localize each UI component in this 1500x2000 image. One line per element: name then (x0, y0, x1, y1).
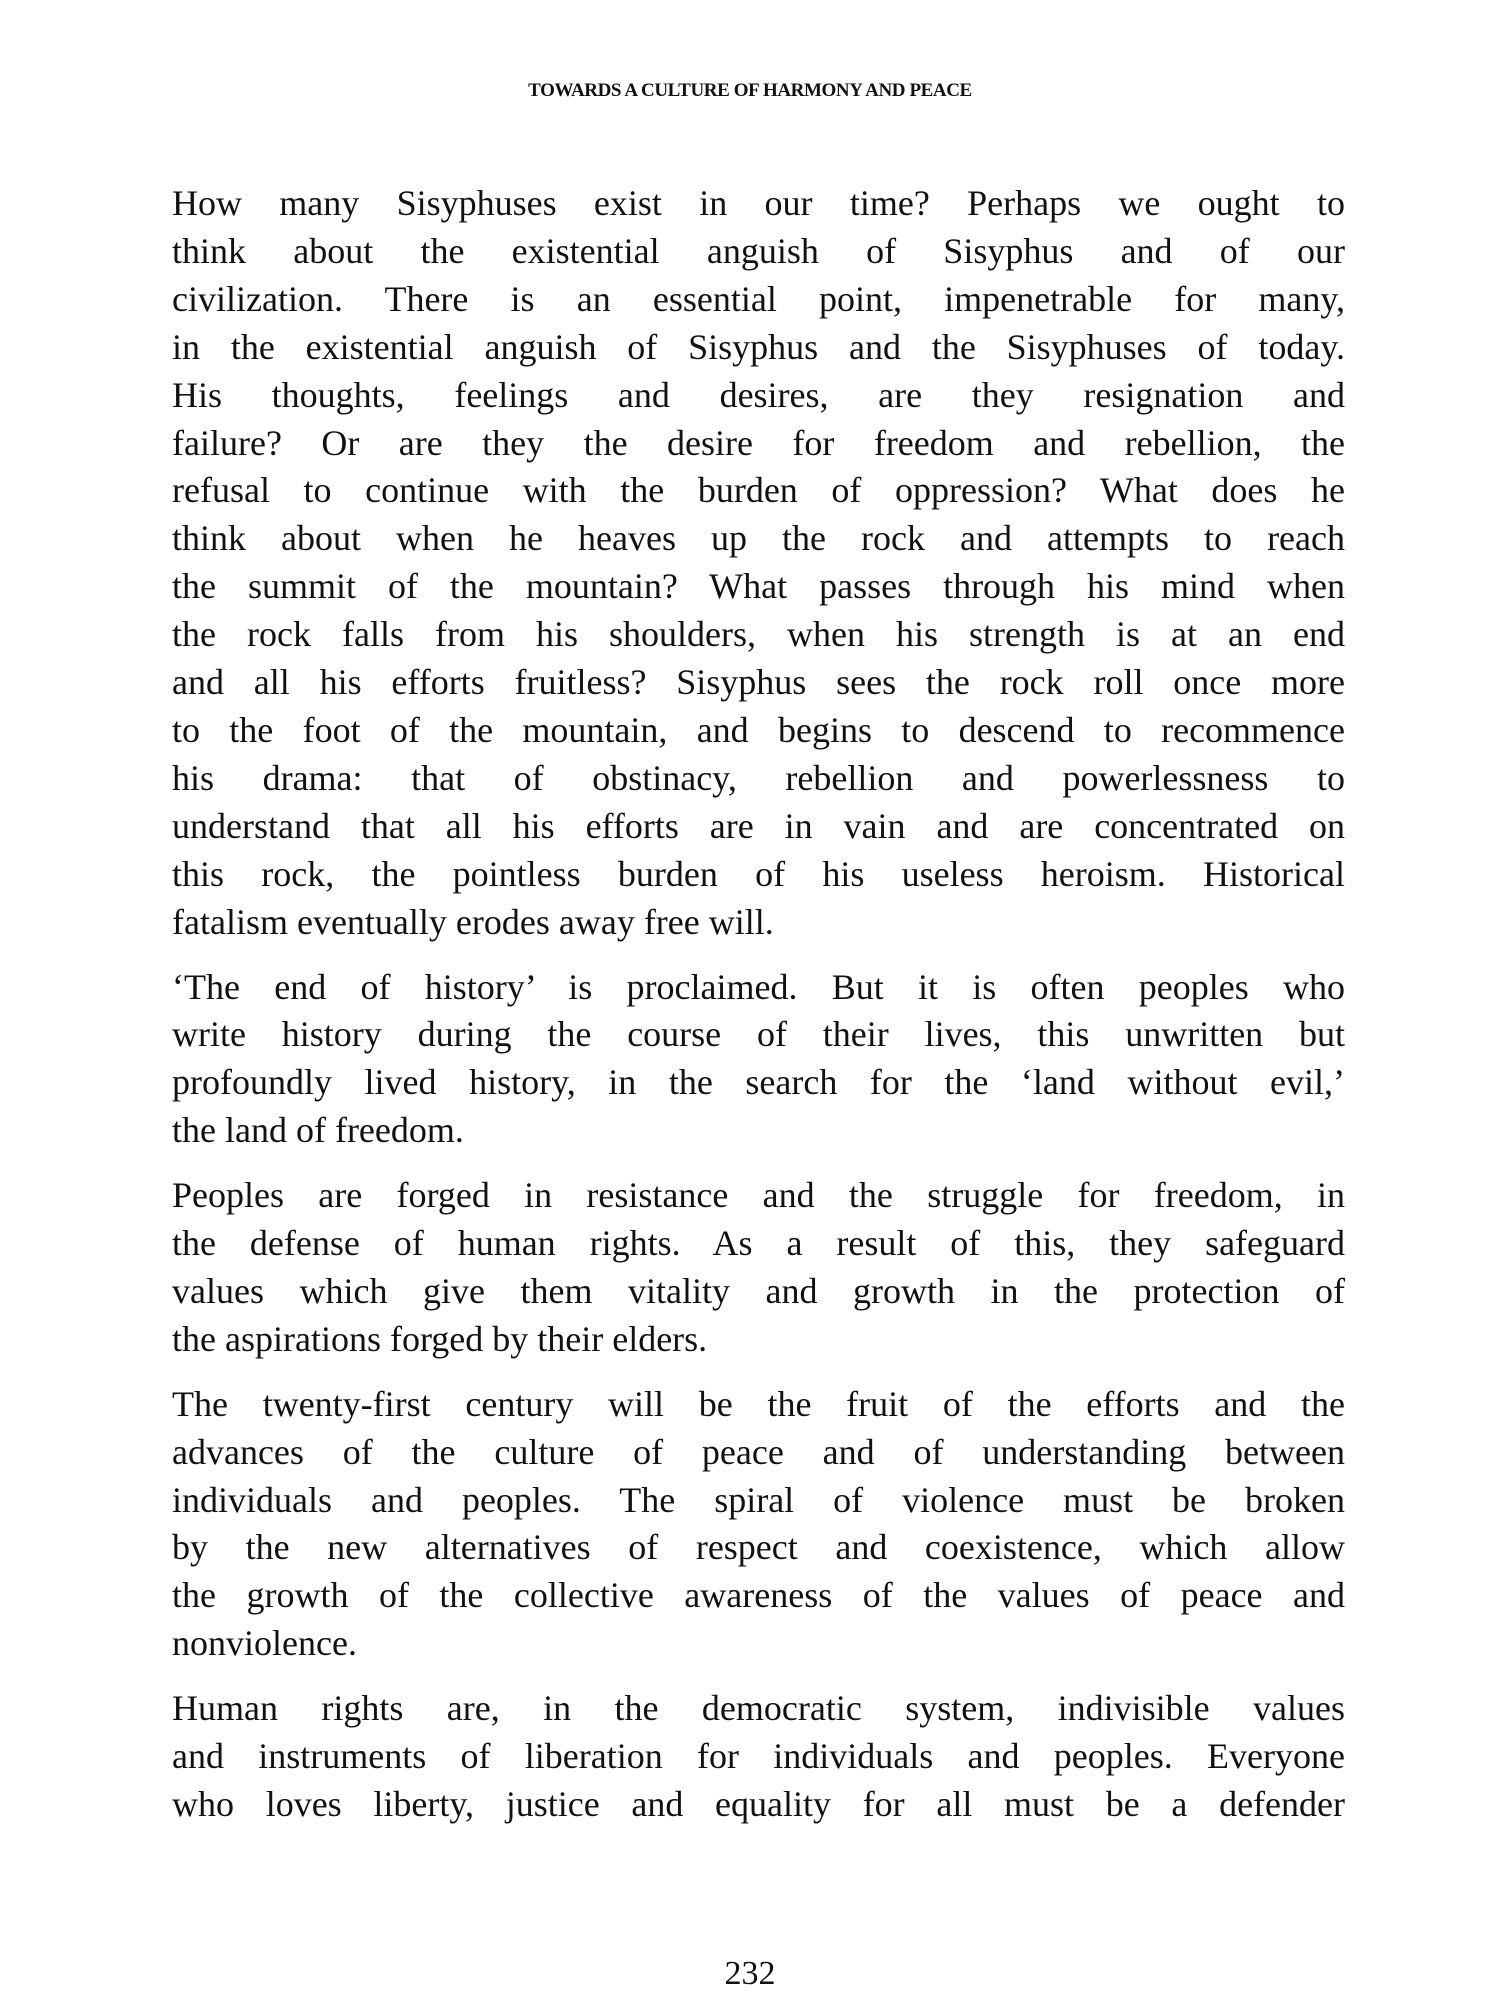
text-line: the defense of human rights. As a result of this, they safeguard (172, 1223, 1345, 1264)
running-header: TOWARDS A CULTURE OF HARMONY AND PEACE (528, 80, 972, 101)
text-line: write history during the course of their lives, this unwritten but (172, 1014, 1345, 1055)
text-line: ‘The end of history’ is proclaimed. But it is often peoples who (172, 966, 1345, 1007)
text-line: and all his efforts fruitless? Sisyphus sees the rock roll once more (172, 662, 1345, 703)
text-line: and instruments of liberation for individuals and peoples. Everyone (172, 1736, 1345, 1777)
text-line: understand that all his efforts are in vain and are concentrated on (172, 805, 1345, 846)
text-line: this rock, the pointless burden of his useless heroism. Historical (172, 853, 1345, 894)
text-line: The twenty-first century will be the fruit of the efforts and the (172, 1383, 1345, 1424)
text-line: by the new alternatives of respect and coexistence, which allow (172, 1527, 1345, 1568)
text-line: Human rights are, in the democratic system, indivisible values (172, 1688, 1345, 1729)
text-line: profoundly lived history, in the search for the ‘land without evil,’ (172, 1062, 1345, 1103)
text-line: fatalism eventually erodes away free will. (172, 901, 774, 942)
text-line: How many Sisyphuses exist in our time? Perhaps we ought to (172, 183, 1345, 223)
text-line: failure? Or are they the desire for freedom and rebellion, the (172, 422, 1345, 463)
text-line: think about the existential anguish of Sisyphus and of our (172, 230, 1345, 271)
text-line: in the existential anguish of Sisyphus and the Sisyphuses of today. (172, 326, 1345, 367)
text-line: who loves liberty, justice and equality for all must be a defender (172, 1784, 1345, 1824)
paragraph (172, 1172, 1345, 1364)
text-line: the rock falls from his shoulders, when his strength is at an end (172, 614, 1345, 655)
text-line: the land of freedom. (172, 1110, 464, 1151)
text-line: individuals and peoples. The spiral of violence must be broken (172, 1479, 1345, 1520)
text-line: think about when he heaves up the rock and attempts to reach (172, 518, 1345, 559)
text-line: civilization. There is an essential point, impenetrable for many, (172, 278, 1345, 319)
paragraph (172, 180, 1345, 947)
text-line: advances of the culture of peace and of understanding between (172, 1431, 1345, 1472)
text-line: the summit of the mountain? What passes through his mind when (172, 566, 1345, 607)
text-line: values which give them vitality and growth in the protection of (172, 1270, 1345, 1311)
text-line: the aspirations forged by their elders. (172, 1318, 708, 1359)
paragraph (172, 1381, 1345, 1668)
text-line: to the foot of the mountain, and begins to descend to recommence (172, 709, 1345, 750)
page-number: 232 (724, 1955, 776, 1992)
paragraph (172, 964, 1345, 1156)
text-line: nonviolence. (172, 1623, 357, 1664)
text-line: His thoughts, feelings and desires, are they resignation and (172, 374, 1345, 415)
text-line: the growth of the collective awareness of the values of peace and (172, 1575, 1345, 1616)
text-line: Peoples are forged in resistance and the struggle for freedom, in (172, 1175, 1345, 1216)
paragraph (172, 1685, 1345, 1829)
body-text (172, 180, 1345, 1846)
text-line: his drama: that of obstinacy, rebellion and powerlessness to (172, 757, 1345, 798)
text-line: refusal to continue with the burden of oppression? What does he (172, 470, 1345, 511)
